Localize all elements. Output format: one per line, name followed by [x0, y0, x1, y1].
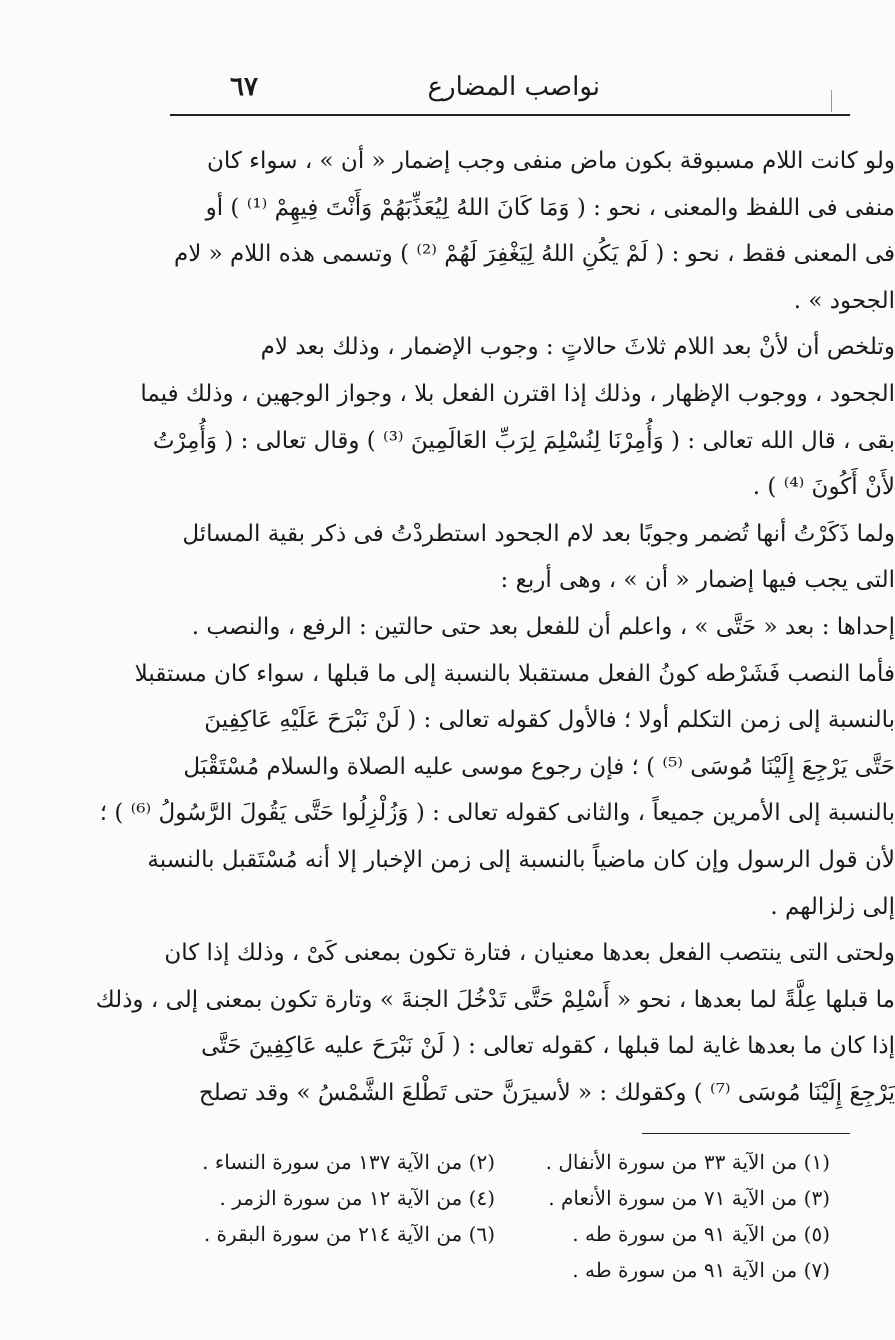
footnote: (٢) من الآية ١٣٧ من سورة النساء . [202, 1150, 495, 1174]
text-line: منفى فى اللفظ والمعنى ، نحو : ( وَمَا كَانَ اللهُ لِيُعَذِّبَهُمْ وَأَنْتَ فِيهِمْ ⁽¹⁾ ) أو [205, 194, 895, 221]
footnotes [160, 1144, 830, 1288]
text-line: بالنسبة إلى زمن التكلم أولا ؛ فالأول كقوله تعالى : ( لَنْ نَبْرَحَ عَلَيْهِ عَاكِفِينَ [204, 707, 895, 734]
text-line: إذا كان ما بعدها غاية لما قبلها ، كقوله تعالى : ( لَنْ نَبْرَحَ عليه عَاكِفِينَ حَتَّى [201, 1033, 895, 1060]
header-divider [831, 90, 832, 112]
text-line: يَرْجِعَ إِلَيْنَا مُوسَى ⁽⁷⁾ ) وكقولك : « لأسيرَنَّ حتى تَطْلعَ الشَّمْسُ » وقد تصلح [198, 1079, 895, 1106]
text-line: ولما ذَكَرْتُ أنها تُضمر وجوبًا بعد لام الجحود استطردْتُ فى ذكر بقية المسائل [182, 520, 895, 547]
text-line: لأن قول الرسول وإن كان ماضياً بالنسبة إلى زمن الإخبار إلا أنه مُسْتَقبل بالنسبة [147, 846, 895, 873]
body-text [95, 138, 895, 1116]
footnote: (١) من الآية ٣٣ من سورة الأنفال . [545, 1150, 830, 1174]
footnote-row [160, 1180, 830, 1216]
footnote: (٣) من الآية ٧١ من سورة الأنعام . [548, 1186, 830, 1210]
footnote: (٦) من الآية ٢١٤ من سورة البقرة . [203, 1222, 495, 1246]
text-line: حَتَّى يَرْجِعَ إِلَيْنَا مُوسَى ⁽⁵⁾ ) ؛ فإن رجوع موسى عليه الصلاة والسلام مُسْتَقْبَل [183, 753, 895, 780]
footnote-divider [642, 1133, 850, 1134]
text-line: إلى زلزالهم . [770, 893, 895, 920]
footnote-row [160, 1252, 830, 1288]
footnote: (٧) من الآية ٩١ من سورة طه . [572, 1258, 830, 1282]
text-line: ولو كانت اللام مسبوقة بكون ماض منفى وجب إضمار « أن » ، سواء كان [206, 148, 895, 174]
text-line: الجحود ، ووجوب الإظهار ، وذلك إذا اقترن الفعل بلا ، وجواز الوجهين ، وذلك فيما [140, 380, 895, 407]
chapter-title: نواصب المضارع [427, 72, 600, 102]
footnote: (٤) من الآية ١٢ من سورة الزمر . [219, 1186, 495, 1210]
text-line: إحداها : بعد « حَتَّى » ، واعلم أن للفعل بعد حتى حالتين : الرفع ، والنصب . [191, 613, 895, 640]
page-header [170, 70, 850, 116]
text-line: بالنسبة إلى الأمرين جميعاً ، والثانى كقوله تعالى : ( وَزُلْزِلُوا حَتَّى يَقُولَ الرَّسُولُ ⁽⁶⁾ ) ؛ [99, 800, 895, 827]
footnote-row [160, 1144, 830, 1180]
text-line: لأَنْ أَكُونَ ⁽⁴⁾ ) . [752, 474, 895, 501]
text-line: فأما النصب فَشَرْطه كونُ الفعل مستقبلا بالنسبة إلى ما قبلها ، سواء كان مستقبلا [134, 660, 895, 687]
text-line: الجحود » . [793, 287, 895, 314]
text-line: ولحتى التى ينتصب الفعل بعدها معنيان ، فتارة تكون بمعنى كَىْ ، وذلك إذا كان [164, 940, 895, 967]
text-line: فى المعنى فقط ، نحو : ( لَمْ يَكُنِ اللهُ لِيَغْفِرَ لَهُمْ ⁽²⁾ ) وتسمى هذه اللام « لام [173, 241, 895, 268]
text-line: بقى ، قال الله تعالى : ( وَأُمِرْنَا لِنُسْلِمَ لِرَبِّ العَالَمِينَ ⁽³⁾ ) وقال تعالى : ( وَأُمِرْتُ [152, 427, 895, 454]
text-line: ما قبلها عِلَّةً لما بعدها ، نحو « أَسْلِمْ حَتَّى تَدْخُلَ الجنةَ » وتارة تكون بمعنى إلى ، وذلك [95, 986, 895, 1013]
footnote-row [160, 1216, 830, 1252]
text-line: التى يجب فيها إضمار « أن » ، وهى أربع : [500, 567, 895, 594]
page-number: ٦٧ [230, 72, 258, 102]
text-line: وتلخص أن لأنْ بعد اللام ثلاثَ حالاتٍ : وجوب الإضمار ، وذلك بعد لام [260, 334, 895, 361]
footnote: (٥) من الآية ٩١ من سورة طه . [572, 1222, 830, 1246]
